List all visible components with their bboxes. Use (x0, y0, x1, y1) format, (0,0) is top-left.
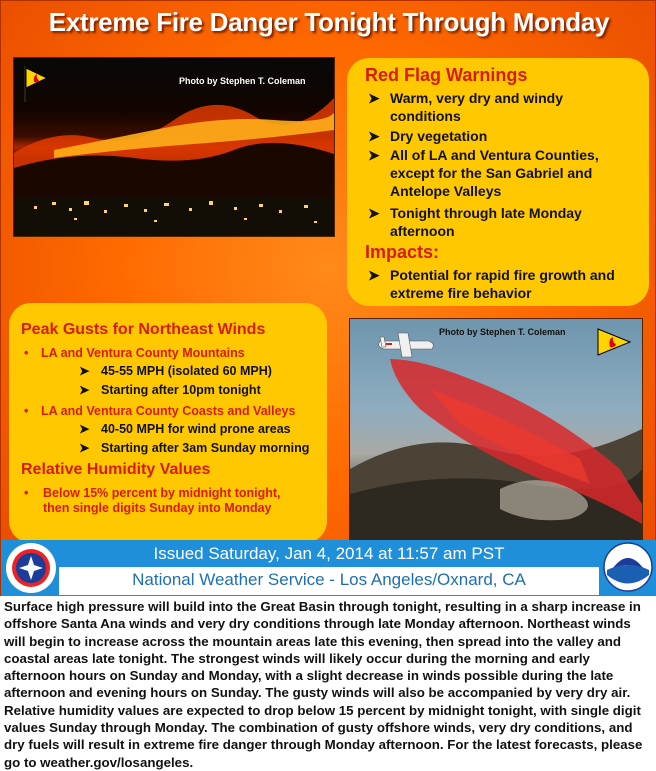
arrow-bullet-icon: ➤ (368, 128, 380, 144)
red-flag-warning-icon (22, 66, 48, 102)
poster-title: Extreme Fire Danger Tonight Through Monday (48, 7, 610, 37)
office-name: National Weather Service - Los Angeles/Oxnard, CA (132, 570, 526, 589)
arrow-bullet-icon: ➤ (79, 383, 90, 397)
list-item: ➤ 40-50 MPH for wind prone areas (79, 422, 291, 436)
humidity-heading: Relative Humidity Values (21, 461, 211, 478)
list-item: ➤ 45-55 MPH (isolated 60 MPH) (79, 364, 272, 378)
list-item: • Below 15% percent by midnight tonight, then single digits Sunday into Monday (24, 486, 281, 515)
list-item: ➤ Potential for rapid fire growth and extreme fire behavior (368, 267, 615, 301)
issued-timestamp: Issued Saturday, Jan 4, 2014 at 11:57 am PST (153, 544, 505, 563)
air-tanker-photo (349, 318, 643, 544)
red-flag-warning-icon (596, 327, 632, 357)
red-flag-heading: Red Flag Warnings (365, 65, 528, 85)
nws-logo (5, 542, 57, 594)
arrow-bullet-icon: ➤ (368, 205, 380, 221)
arrow-bullet-icon: ➤ (79, 364, 90, 378)
peak-gusts-heading: Peak Gusts for Northeast Winds (21, 321, 266, 338)
list-item: ➤ Starting after 10pm tonight (79, 383, 261, 397)
arrow-bullet-icon: ➤ (368, 267, 380, 283)
arrow-bullet-icon: ➤ (368, 90, 380, 106)
list-item: • LA and Ventura County Mountains (24, 346, 245, 360)
list-item: • LA and Ventura County Coasts and Valleys (24, 404, 296, 418)
list-item: ➤ Tonight through late Monday afternoon (368, 205, 582, 239)
noaa-logo (603, 542, 653, 592)
photo-credit: Photo by Stephen T. Coleman (179, 76, 306, 86)
arrow-bullet-icon: ➤ (368, 147, 380, 163)
night-fire-photo (13, 57, 335, 237)
list-item: ➤ All of LA and Ventura Counties, except for the San Gabriel and Antelope Valleys (368, 147, 599, 199)
list-item: ➤ Starting after 3am Sunday morning (79, 441, 310, 455)
forecast-discussion: Surface high pressure will build into the Great Basin through tonight, resulting in a sharp increase in offshore Santa Ana winds and very dry conditions through late Monday afternoon. Northeast winds will begin to increase across the mountain areas late this evening, then spread into the valley and coastal areas late tonight. The strongest winds will likely occur during the morning and early afternoon hours on Sunday and Monday, with a slight decrease in winds possible during the late afternoon and evening hours on Sunday. The gusty winds will also be accompanied by very dry air. Relative humidity values are expected to drop below 15 percent by midnight tonight, with single digit values Sunday through Monday. The combination of gusty offshore winds, very dry conditions, and dry fuels will result in extreme fire danger through Monday afternoon. For the latest forecasts, please go to weather.gov/losangeles. (4, 599, 643, 770)
list-item: ➤ Warm, very dry and windy conditions (368, 90, 563, 124)
arrow-bullet-icon: ➤ (79, 441, 90, 455)
arrow-bullet-icon: ➤ (79, 422, 90, 436)
list-item: ➤ Dry vegetation (368, 128, 488, 144)
photo-credit: Photo by Stephen T. Coleman (439, 327, 566, 337)
impacts-heading: Impacts: (365, 242, 440, 262)
